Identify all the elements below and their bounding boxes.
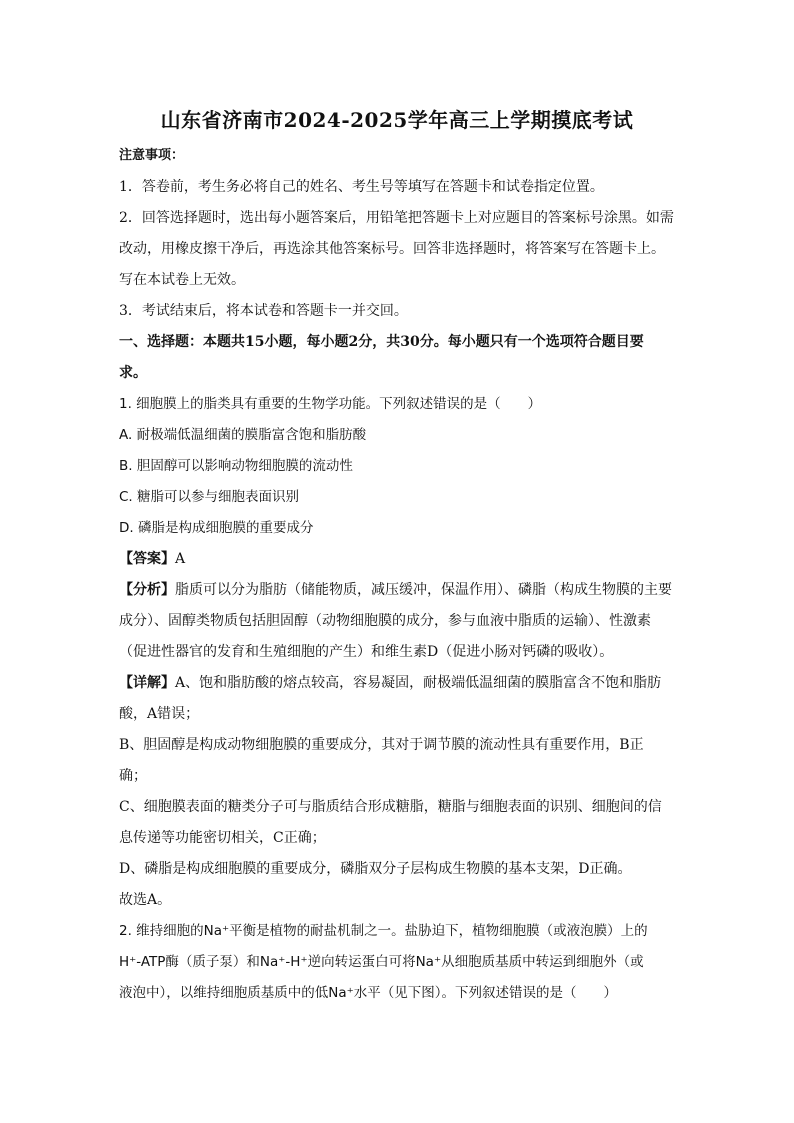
question-1-option-a: A. 耐极端低温细菌的膜脂富含饱和脂肪酸 [119, 427, 367, 443]
detail-line-4: 确； [119, 768, 147, 784]
section-heading-line-1: 一、选择题：本题共15小题，每小题2分，共30分。每小题只有一个选项符合题目要 [119, 334, 644, 350]
question-1-option-d: D. 磷脂是构成细胞膜的重要成分 [119, 520, 314, 536]
detail-text-1: A、饱和脂肪酸的熔点较高，容易凝固，耐极端低温细菌的膜脂富含不饱和脂肪 [175, 675, 662, 691]
detail-line-7: D、磷脂是构成细胞膜的重要成分，磷脂双分子层构成生物膜的基本支架，D正确。 [119, 861, 632, 877]
detail-line-6: 息传递等功能密切相关，C正确； [119, 830, 326, 846]
detail-label: 【详解】 [119, 675, 175, 691]
notice-item-1: 1．答卷前，考生务必将自己的姓名、考生号等填写在答题卡和试卷指定位置。 [119, 179, 604, 195]
notice-item-2-line-3: 写在本试卷上无效。 [119, 272, 245, 288]
answer-line [119, 549, 679, 569]
notice-item-3: 3．考试结束后，将本试卷和答题卡一并交回。 [119, 303, 408, 319]
detail-line-3: B、胆固醇是构成动物细胞膜的重要成分，其对于调节膜的流动性具有重要作用，B正 [119, 737, 644, 753]
notice-item-2-line-2: 改动，用橡皮擦干净后，再选涂其他答案标号。回答非选择题时，将答案写在答题卡上。 [119, 241, 665, 257]
analysis-line-3: （促进性器官的发育和生殖细胞的产生）和维生素D（促进小肠对钙磷的吸收）。 [119, 644, 614, 660]
notice-heading: 注意事项： [119, 148, 185, 163]
detail-line-5: C、细胞膜表面的糖类分子可与脂质结合形成糖脂，糖脂与细胞表面的识别、细胞间的信 [119, 799, 662, 815]
analysis-text-1: 脂质可以分为脂肪（储能物质，减压缓冲，保温作用）、磷脂（构成生物膜的主要 [175, 582, 672, 598]
section-heading-line-2: 求。 [119, 365, 147, 381]
conclusion-line: 故选A。 [119, 892, 172, 908]
detail-line-2: 酸，A错误； [119, 706, 200, 722]
analysis-line-1 [119, 580, 679, 600]
question-2-stem-line-2: H⁺-ATP酶（质子泵）和Na⁺-H⁺逆向转运蛋白可将Na⁺从细胞质基质中转运到细胞外（或 [119, 954, 644, 970]
question-1-option-b: B. 胆固醇可以影响动物细胞膜的流动性 [119, 458, 353, 474]
analysis-line-2: 成分）、固醇类物质包括胆固醇（动物细胞膜的成分，参与血液中脂质的运输）、性激素 [119, 613, 651, 629]
notice-item-2-line-1: 2．回答选择题时，选出每小题答案后，用铅笔把答题卡上对应题目的答案标号涂黑。如需 [119, 210, 674, 226]
question-1-stem: 1. 细胞膜上的脂类具有重要的生物学功能。下列叙述错误的是（ ） [119, 396, 542, 412]
answer-label: 【答案】 [119, 551, 175, 567]
answer-value: A [175, 551, 186, 567]
question-2-stem-line-3: 液泡中），以维持细胞质基质中的低Na⁺水平（见下图）。下列叙述错误的是（ ） [119, 985, 617, 1001]
detail-line-1 [119, 673, 679, 693]
page-title: 山东省济南市2024-2025学年高三上学期摸底考试 [160, 108, 634, 132]
question-1-option-c: C. 糖脂可以参与细胞表面识别 [119, 489, 300, 505]
question-2-stem-line-1: 2. 维持细胞的Na⁺平衡是植物的耐盐机制之一。盐胁迫下，植物细胞膜（或液泡膜）上的 [119, 923, 648, 939]
analysis-label: 【分析】 [119, 582, 175, 598]
